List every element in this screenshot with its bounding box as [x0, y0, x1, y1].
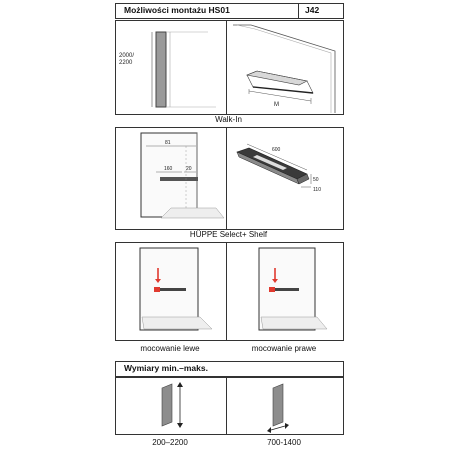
- width-dimension-label: M: [274, 102, 279, 108]
- dimensions-header-bar: [115, 361, 344, 377]
- dim-height-panel: [115, 377, 227, 435]
- height-dimension-label-2: 2200: [119, 60, 133, 66]
- header-title: Możliwości montażu HS01: [124, 5, 230, 15]
- dim-600-label: 600: [272, 147, 281, 153]
- dim-20-label: 20: [186, 166, 192, 172]
- walkin-front-drawing: [116, 21, 226, 114]
- header-code: J42: [305, 5, 320, 15]
- dim-110-label: 110: [313, 187, 321, 193]
- mount-left-panel: [115, 242, 227, 341]
- dim-160-label: 160: [164, 166, 173, 172]
- shelf-detail-panel: [226, 127, 344, 230]
- mount-left-caption: mocowanie lewe: [140, 344, 200, 353]
- dim-50-label: 50: [313, 177, 319, 183]
- mount-right-panel: [226, 242, 344, 341]
- dim-width-caption: 700-1400: [267, 438, 301, 447]
- shelf-elevation-panel: [115, 127, 227, 230]
- dim-width-drawing: [227, 378, 343, 434]
- shelf-detail-drawing: [227, 128, 343, 229]
- mount-right-drawing: [227, 243, 343, 340]
- dim-81-label: 81: [165, 140, 171, 146]
- mount-left-drawing: [116, 243, 226, 340]
- dim-height-drawing: [116, 378, 226, 434]
- dim-height-caption: 200–2200: [152, 438, 188, 447]
- height-dimension-label-1: 2000/: [119, 53, 135, 59]
- dim-width-panel: [226, 377, 344, 435]
- walkin-caption: Walk-In: [215, 115, 242, 124]
- walkin-plan-drawing: [227, 21, 343, 114]
- catalog-sheet: [115, 0, 346, 458]
- dimensions-title: Wymiary min.–maks.: [124, 363, 208, 373]
- walkin-plan-panel: [226, 20, 344, 115]
- shelf-elevation-drawing: [116, 128, 226, 229]
- header-bar: [115, 3, 344, 19]
- mount-right-caption: mocowanie prawe: [251, 344, 317, 353]
- shelf-caption: HÜPPE Select+ Shelf: [189, 230, 268, 239]
- walkin-front-panel: [115, 20, 227, 115]
- header-divider: [298, 3, 299, 19]
